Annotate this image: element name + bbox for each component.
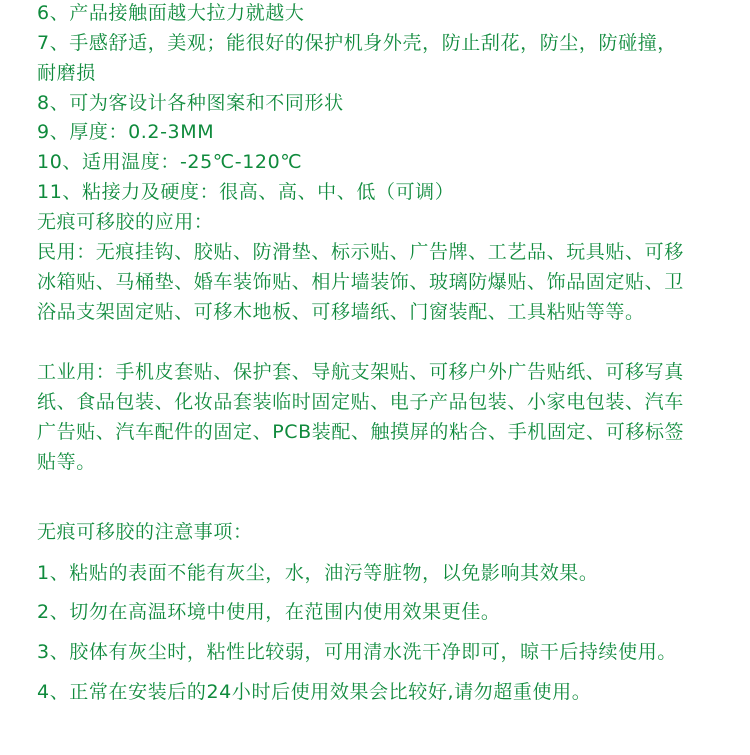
notes-heading: 无痕可移胶的注意事项： [37, 521, 253, 543]
industrial-use-line: 纸、食品包装、化妆品套装临时固定贴、电子产品包装、小家电包装、汽车 [37, 391, 684, 413]
civil-use-line: 冰箱贴、马桶垫、婚车装饰贴、相片墙装饰、玻璃防爆贴、饰品固定贴、卫 [37, 271, 684, 293]
note-item-2: 2、切勿在高温环境中使用，在范围内使用效果更佳。 [37, 601, 501, 623]
spec-item-8: 8、可为客设计各种图案和不同形状 [37, 92, 344, 114]
spec-item-6: 6、产品接触面越大拉力就越大 [37, 2, 305, 24]
spec-item-7-continued: 耐磨损 [37, 62, 96, 84]
spec-item-9: 9、厚度：0.2-3MM [37, 121, 215, 143]
spec-item-7: 7、手感舒适，美观；能很好的保护机身外壳，防止刮花，防尘，防碰撞， [37, 32, 677, 54]
applications-heading: 无痕可移胶的应用： [37, 211, 214, 233]
industrial-use-line: 工业用：手机皮套贴、保护套、导航支架贴、可移户外广告贴纸、可移写真 [37, 361, 684, 383]
civil-use-line: 民用：无痕挂钩、胶贴、防滑垫、标示贴、广告牌、工艺品、玩具贴、可移 [37, 241, 684, 263]
note-item-1: 1、粘贴的表面不能有灰尘，水，油污等脏物，以免影响其效果。 [37, 562, 599, 584]
spec-item-11: 11、粘接力及硬度：很高、高、中、低（可调） [37, 181, 455, 203]
civil-use-line: 浴品支架固定贴、可移木地板、可移墙纸、门窗装配、工具粘贴等等。 [37, 301, 645, 323]
industrial-use-line: 贴等。 [37, 451, 96, 473]
note-item-4: 4、正常在安装后的24小时后使用效果会比较好,请勿超重使用。 [37, 681, 592, 703]
spec-item-10: 10、适用温度：-25℃-120℃ [37, 151, 303, 173]
industrial-use-line: 广告贴、汽车配件的固定、PCB装配、触摸屏的粘合、手机固定、可移标签 [37, 421, 685, 443]
note-item-3: 3、胶体有灰尘时，粘性比较弱，可用清水洗干净即可，晾干后持续使用。 [37, 641, 677, 663]
